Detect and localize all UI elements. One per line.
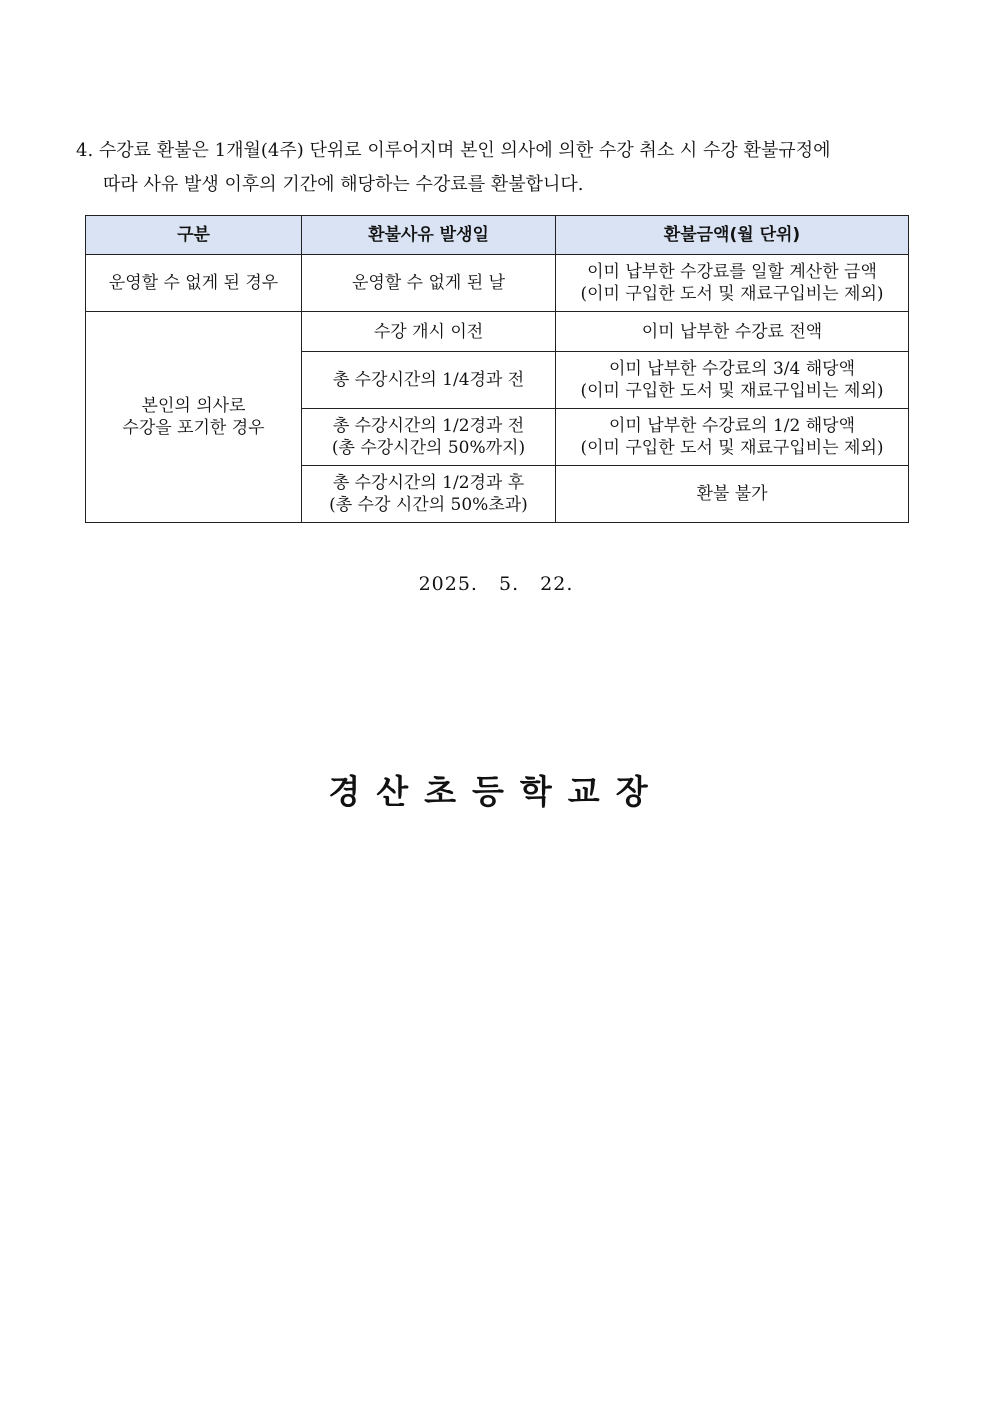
refund-notice-paragraph (76, 134, 916, 202)
group2-category-line2: 수강을 포기한 경우 (122, 418, 265, 438)
group2-row4-date (302, 466, 556, 523)
table-header-row (86, 216, 909, 255)
group2-category-line1: 본인의 의사로 (141, 396, 246, 416)
table-row (86, 255, 909, 312)
signer-principal: 경산초등학교장 (328, 772, 664, 811)
group2-row2-date: 총 수강시간의 1/4경과 전 (302, 352, 556, 409)
document-date: 2025. 5. 22. (418, 573, 574, 595)
group2-row4-date-line2: (총 수강 시간의 50%초과) (329, 495, 528, 515)
group2-row3-amount (556, 409, 909, 466)
group2-row3-date-line2: (총 수강시간의 50%까지) (331, 438, 526, 458)
refund-policy-table (85, 215, 909, 523)
group2-row1-amount: 이미 납부한 수강료 전액 (556, 312, 909, 352)
group2-row3-date-line1: 총 수강시간의 1/2경과 전 (332, 416, 525, 436)
group2-row2-amount-line1: 이미 납부한 수강료의 3/4 해당액 (608, 359, 856, 379)
table-row (86, 312, 909, 352)
group2-row4-amount: 환불 불가 (556, 466, 909, 523)
row1-category: 운영할 수 없게 된 경우 (86, 255, 302, 312)
group2-row3-amount-line1: 이미 납부한 수강료의 1/2 해당액 (608, 416, 856, 436)
group2-row2-amount (556, 352, 909, 409)
row1-amount-line1: 이미 납부한 수강료를 일할 계산한 금액 (587, 262, 877, 282)
group2-row3-amount-line2: (이미 구입한 도서 및 재료구입비는 제외) (580, 438, 884, 458)
group2-row2-amount-line2: (이미 구입한 도서 및 재료구입비는 제외) (580, 381, 884, 401)
group2-row3-date (302, 409, 556, 466)
header-category: 구분 (86, 216, 302, 255)
notice-line-2: 따라 사유 발생 이후의 기간에 해당하는 수강료를 환불합니다. (103, 174, 584, 195)
header-refund-date: 환불사유 발생일 (302, 216, 556, 255)
header-refund-amount: 환불금액(월 단위) (556, 216, 909, 255)
group2-category (86, 312, 302, 523)
row1-amount-line2: (이미 구입한 도서 및 재료구입비는 제외) (580, 284, 884, 304)
notice-line-1: 4. 수강료 환불은 1개월(4주) 단위로 이루어지며 본인 의사에 의한 수강 취소 시 수강 환불규정에 (76, 140, 831, 161)
group2-row4-date-line1: 총 수강시간의 1/2경과 후 (332, 473, 525, 493)
row1-amount (556, 255, 909, 312)
group2-row1-date: 수강 개시 이전 (302, 312, 556, 352)
row1-date: 운영할 수 없게 된 날 (302, 255, 556, 312)
